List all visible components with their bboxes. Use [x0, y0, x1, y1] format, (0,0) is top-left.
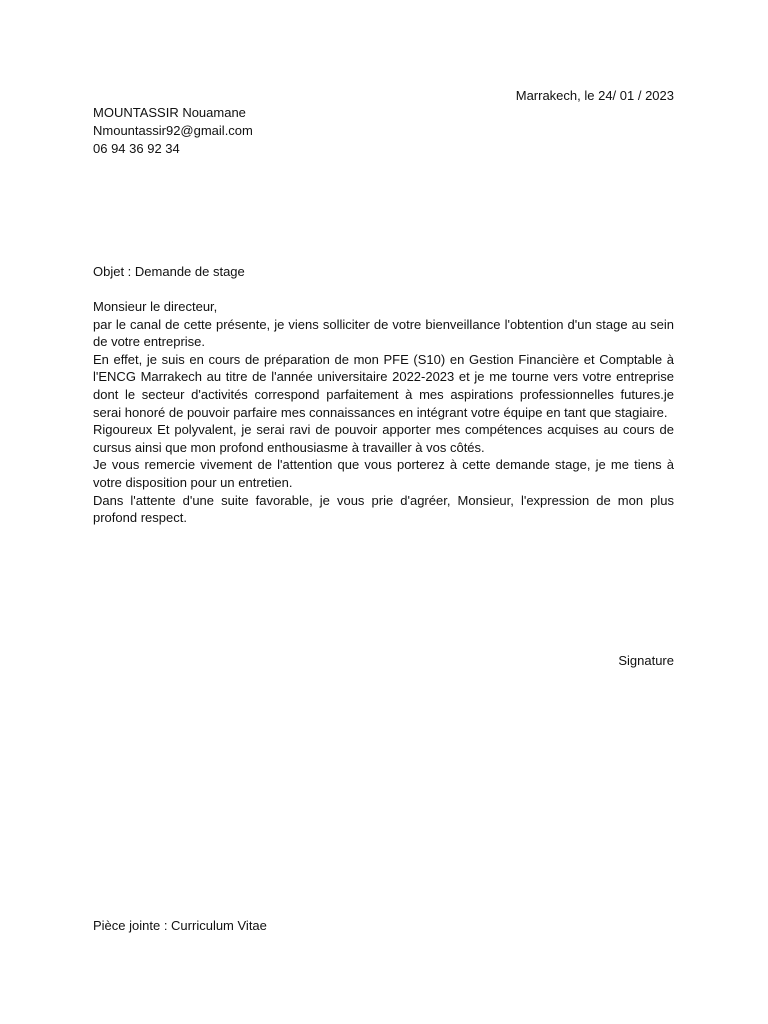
letter-subject: Objet : Demande de stage: [93, 264, 245, 279]
attachment-note: Pièce jointe : Curriculum Vitae: [93, 918, 267, 933]
sender-phone: 06 94 36 92 34: [93, 141, 180, 156]
salutation: Monsieur le directeur,: [93, 299, 218, 314]
body-paragraph-3: Rigoureux Et polyvalent, je serai ravi de pouvoir apporter mes compétences acquises au cours de cursus ainsi que mon profond enthousiasme à travailler à vos côtés.: [93, 422, 674, 455]
sender-name: MOUNTASSIR Nouamane: [93, 105, 246, 120]
body-paragraph-2: En effet, je suis en cours de préparation de mon PFE (S10) en Gestion Financière et Comptable à l'ENCG Marrakech au titre de l'année universitaire 2022-2023 et je me tourne vers votre entreprise dont le secteur d'activités correspond parfaitement à mes aspirations professionnelles futures.je serai honoré de pouvoir parfaire mes connaissances en intégrant votre équipe en tant que stagiaire.: [93, 351, 674, 420]
sender-email: Nmountassir92@gmail.com: [93, 123, 253, 138]
signature-label: Signature: [618, 653, 674, 668]
body-paragraph-5: Dans l'attente d'une suite favorable, je vous prie d'agréer, Monsieur, l'expression de mon plus profond respect.: [93, 492, 674, 526]
letter-body: [93, 298, 674, 527]
body-paragraph-4: Je vous remercie vivement de l'attention que vous porterez à cette demande stage, je me tiens à votre disposition pour un entretien.: [93, 457, 674, 490]
sender-block: [93, 104, 253, 158]
body-paragraph-1: par le canal de cette présente, je viens solliciter de votre bienveillance l'obtention d'un stage au sein de votre entreprise.: [93, 316, 674, 350]
place-date: Marrakech, le 24/ 01 / 2023: [515, 88, 674, 103]
